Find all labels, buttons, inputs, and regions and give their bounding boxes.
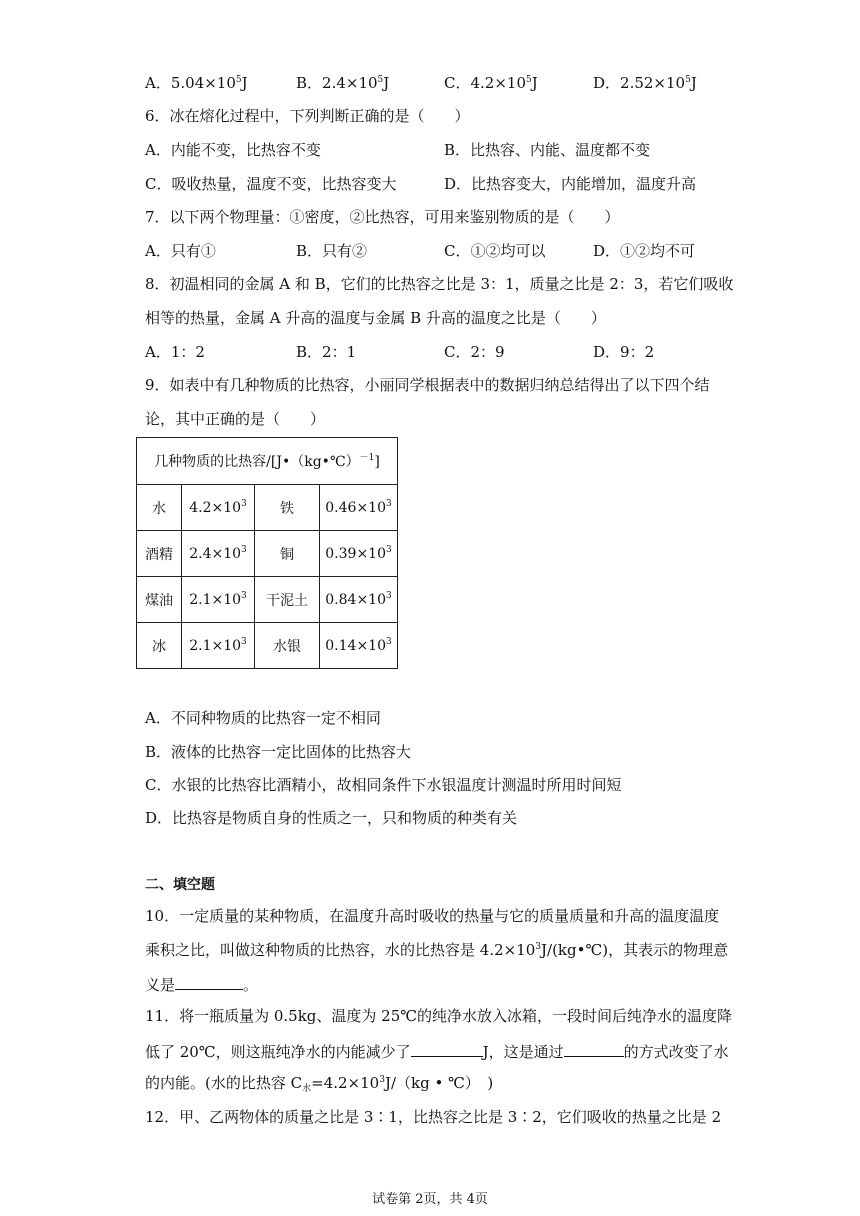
q11-line3: 的内能。(水的比热容 $C_水=4.2\times 10^3J/(kg$ • ℃） ) (145, 1074, 494, 1094)
q7-option-c: C．①②均可以 (444, 242, 546, 260)
q9-option-c: C．水银的比热容比酒精小，故相同条件下水银温度计测温时所用时间短 (145, 776, 622, 794)
q7-option-d: D．①②均不可 (593, 242, 696, 260)
q6-option-a: A．内能不变，比热容不变 (145, 141, 321, 159)
q12-line1: 12．甲、乙两物体的质量之比是 3∶1，比热容之比是 3∶2，它们吸收的热量之比是 2 (145, 1108, 722, 1126)
q11-energy-blank[interactable] (411, 1040, 483, 1057)
page-footer: 试卷第 2页，共 4页 (372, 1192, 488, 1207)
q5-option-d: D．$2.52\times 10^5J$ (593, 74, 697, 92)
q9-option-a: A．不同种物质的比热容一定不相同 (145, 709, 381, 727)
q10-line1: 10．一定质量的某种物质，在温度升高时吸收的热量与它的质量质量和升高的温度温度 (145, 907, 720, 925)
q5-option-b: B．$2.4\times 10^5J$ (296, 74, 390, 92)
q8-option-c: C．2：9 (444, 343, 505, 361)
q8-option-a: A．1：2 (145, 343, 205, 361)
q6-option-b: B．比热容、内能、温度都不变 (444, 141, 651, 159)
q9-option-b: B．液体的比热容一定比固体的比热容大 (145, 743, 412, 761)
q5-option-c: C．$4.2\times 10^5J$ (444, 74, 538, 92)
table-row: 水 $4.2\times 10^3$ 铁 $0.46\times 10^3$ (137, 485, 398, 531)
q6-option-c: C．吸收热量，温度不变，比热容变大 (145, 175, 397, 193)
q6-stem: 6．冰在熔化过程中，下列判断正确的是（ ） (145, 107, 470, 125)
table-row: 冰 $2.1\times 10^3$ 水银 $0.14\times 10^3$ (137, 623, 398, 669)
q7-stem: 7．以下两个物理量：①密度，②比热容，可用来鉴别物质的是（ ） (145, 208, 620, 226)
q6-option-d: D．比热容变大，内能增加，温度升高 (444, 175, 697, 193)
q8-stem-line2: 相等的热量，金属 A 升高的温度与金属 B 升高的温度之比是（ ） (145, 309, 606, 327)
q9-stem-line2: 论，其中正确的是（ ） (145, 410, 326, 428)
q9-stem-line1: 9．如表中有几种物质的比热容，小丽同学根据表中的数据归纳总结得出了以下四个结 (145, 376, 710, 394)
q7-option-b: B．只有② (296, 242, 368, 260)
q8-stem-line1: 8．初温相同的金属 A 和 B，它们的比热容之比是 3：1，质量之比是 2：3，若它们吸收 (145, 275, 734, 293)
q7-option-a: A．只有① (145, 242, 216, 260)
q10-line3: 义是 。 (145, 973, 258, 995)
q8-option-b: B．2：1 (296, 343, 357, 361)
table-row: 煤油 $2.1\times 10^3$ 干泥土 $0.84\times 10^3$ (137, 577, 398, 623)
q8-option-d: D．9：2 (593, 343, 655, 361)
q9-option-d: D．比热容是物质自身的性质之一，只和物质的种类有关 (145, 809, 518, 827)
table-title: 几种物质的比热容/[J•（kg•℃）$^{-1}$] (137, 438, 398, 485)
q11-line1: 11．将一瓶质量为 0.5kg、温度为 25℃的纯净水放入冰箱，一段时间后纯净水的温度降 (145, 1007, 733, 1025)
q5-option-a: A．$5.04\times 10^5J$ (145, 74, 248, 92)
q11-line2: 低了 20℃，则这瓶纯净水的内能减少了 J，这是通过 的方式改变了水 (145, 1040, 729, 1062)
q10-answer-blank[interactable] (175, 973, 243, 990)
table-row: 酒精 $2.4\times 10^3$ 铜 $0.39\times 10^3$ (137, 531, 398, 577)
q10-line2: 乘积之比，叫做这种物质的比热容，水的比热容是 $4.2\times 10^3J/(kg•℃)$，其表示的物理意 (145, 941, 729, 959)
specific-heat-table (136, 437, 398, 669)
q11-method-blank[interactable] (564, 1040, 624, 1057)
section-fill-blank-heading: 二、填空题 (145, 877, 215, 893)
